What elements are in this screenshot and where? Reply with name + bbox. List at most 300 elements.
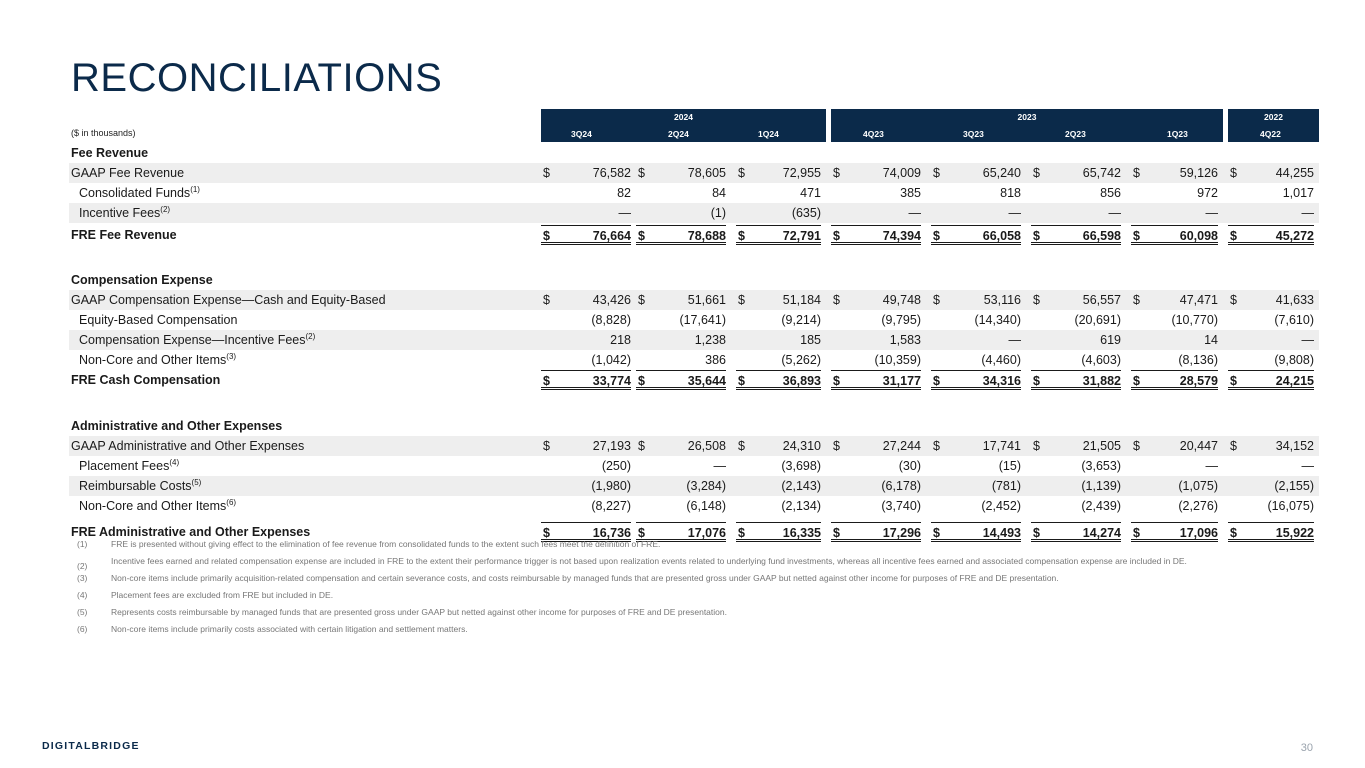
table-cell bbox=[541, 496, 631, 516]
cell-value: 43,426 bbox=[592, 293, 631, 307]
section-heading bbox=[69, 416, 1319, 436]
page-number: 30 bbox=[1300, 742, 1313, 754]
cell-value: 33,774 bbox=[592, 374, 631, 388]
currency-symbol: $ bbox=[933, 293, 940, 307]
currency-symbol: $ bbox=[1133, 293, 1140, 307]
table-cell bbox=[831, 370, 921, 390]
table-cell bbox=[541, 350, 631, 370]
row-label-text: Consolidated Funds bbox=[79, 186, 191, 200]
table-cell bbox=[1228, 225, 1314, 245]
cell-value: 65,742 bbox=[1082, 166, 1121, 180]
table-cell bbox=[1131, 183, 1218, 203]
cell-value: (8,136) bbox=[1178, 353, 1218, 367]
cell-value: (7,610) bbox=[1274, 313, 1314, 327]
cell-value: 28,579 bbox=[1179, 374, 1218, 388]
row-label-text: FRE Cash Compensation bbox=[71, 373, 221, 387]
table-row bbox=[69, 350, 1319, 370]
cell-value: (2,452) bbox=[981, 499, 1021, 513]
cell-value: — bbox=[1008, 206, 1021, 220]
cell-value: 56,557 bbox=[1082, 293, 1121, 307]
table-cell bbox=[1228, 476, 1314, 496]
year-header-2022: 2022 bbox=[1228, 109, 1319, 126]
row-label-text: GAAP Compensation Expense—Cash and Equity-Based bbox=[71, 293, 386, 307]
table-cell bbox=[931, 350, 1021, 370]
currency-symbol: $ bbox=[1133, 166, 1140, 180]
row-label bbox=[79, 496, 236, 516]
cell-value: (1,980) bbox=[591, 479, 631, 493]
table-cell bbox=[541, 310, 631, 330]
table-cell bbox=[1131, 203, 1218, 223]
section-heading-label: Administrative and Other Expenses bbox=[71, 419, 283, 433]
quarter-header-1Q24: 1Q24 bbox=[758, 129, 779, 139]
table-row bbox=[69, 225, 1319, 245]
cell-value: (20,691) bbox=[1074, 313, 1121, 327]
table-cell bbox=[636, 456, 726, 476]
table-cell bbox=[636, 290, 726, 310]
currency-symbol: $ bbox=[1230, 439, 1237, 453]
quarter-header-2024 bbox=[541, 126, 826, 142]
footnote-mark: (6) bbox=[77, 624, 88, 634]
cell-value: (2,276) bbox=[1178, 499, 1218, 513]
cell-value: (250) bbox=[601, 459, 631, 473]
currency-symbol: $ bbox=[1133, 229, 1140, 243]
row-label-text: GAAP Administrative and Other Expenses bbox=[71, 439, 305, 453]
cell-value: 76,582 bbox=[592, 166, 631, 180]
table-cell bbox=[636, 203, 726, 223]
cell-value: 385 bbox=[900, 186, 921, 200]
cell-value: (1,075) bbox=[1178, 479, 1218, 493]
table-cell bbox=[831, 436, 921, 456]
cell-value: 21,505 bbox=[1082, 439, 1121, 453]
quarter-header-2023 bbox=[831, 126, 1223, 142]
table-cell bbox=[1131, 370, 1218, 390]
currency-symbol: $ bbox=[543, 439, 550, 453]
table-cell bbox=[541, 225, 631, 245]
cell-value: 856 bbox=[1100, 186, 1121, 200]
table-cell bbox=[831, 183, 921, 203]
row-label bbox=[79, 330, 315, 350]
table-cell bbox=[541, 436, 631, 456]
quarter-header-3Q24: 3Q24 bbox=[571, 129, 592, 139]
cell-value: 41,633 bbox=[1275, 293, 1314, 307]
cell-value: (2,143) bbox=[781, 479, 821, 493]
table-cell bbox=[831, 456, 921, 476]
table-cell bbox=[931, 456, 1021, 476]
footnote-ref: (4) bbox=[169, 457, 180, 467]
table-cell bbox=[1031, 370, 1121, 390]
cell-value: 53,116 bbox=[983, 293, 1021, 307]
table-cell bbox=[1131, 496, 1218, 516]
currency-symbol: $ bbox=[1230, 526, 1237, 540]
table-cell bbox=[636, 436, 726, 456]
cell-value: 619 bbox=[1100, 333, 1121, 347]
cell-value: 1,583 bbox=[889, 333, 921, 347]
year-header-2023: 2023 bbox=[831, 109, 1223, 126]
table-cell bbox=[736, 476, 821, 496]
footnote-ref: (6) bbox=[226, 497, 237, 507]
table-cell bbox=[541, 370, 631, 390]
cell-value: 60,098 bbox=[1179, 229, 1218, 243]
table-row bbox=[69, 436, 1319, 456]
cell-value: 16,335 bbox=[782, 526, 821, 540]
cell-value: 47,471 bbox=[1179, 293, 1218, 307]
table-cell bbox=[931, 436, 1021, 456]
currency-symbol: $ bbox=[1230, 293, 1237, 307]
cell-value: (3,284) bbox=[686, 479, 726, 493]
cell-value: 65,240 bbox=[982, 166, 1021, 180]
section-heading bbox=[69, 270, 1319, 290]
table-cell bbox=[1131, 350, 1218, 370]
cell-value: (10,770) bbox=[1171, 313, 1218, 327]
table-cell bbox=[541, 456, 631, 476]
cell-value: — bbox=[1301, 333, 1314, 347]
table-cell bbox=[1228, 456, 1314, 476]
currency-symbol: $ bbox=[833, 229, 840, 243]
section-heading-label: Compensation Expense bbox=[71, 273, 213, 287]
table-row bbox=[69, 183, 1319, 203]
cell-value: 14,493 bbox=[982, 526, 1021, 540]
currency-symbol: $ bbox=[1133, 374, 1140, 388]
row-label bbox=[79, 310, 237, 330]
footnote bbox=[77, 539, 1307, 549]
table-cell bbox=[831, 476, 921, 496]
cell-value: (5,262) bbox=[781, 353, 821, 367]
currency-symbol: $ bbox=[638, 439, 645, 453]
table-cell bbox=[736, 370, 821, 390]
cell-value: (4,460) bbox=[981, 353, 1021, 367]
table-cell bbox=[1228, 350, 1314, 370]
footnote-text: Placement fees are excluded from FRE but included in DE. bbox=[111, 590, 334, 600]
cell-value: — bbox=[1205, 206, 1218, 220]
currency-symbol: $ bbox=[638, 526, 645, 540]
cell-value: 972 bbox=[1197, 186, 1218, 200]
cell-value: (635) bbox=[791, 206, 821, 220]
table-cell bbox=[1131, 476, 1218, 496]
footnote-mark: (5) bbox=[77, 607, 88, 617]
cell-value: (8,828) bbox=[591, 313, 631, 327]
cell-value: 24,310 bbox=[782, 439, 821, 453]
cell-value: (3,653) bbox=[1081, 459, 1121, 473]
footnote bbox=[77, 556, 1307, 571]
table-cell bbox=[1131, 436, 1218, 456]
currency-symbol: $ bbox=[1033, 374, 1040, 388]
footnote bbox=[77, 607, 1307, 617]
table-cell bbox=[636, 225, 726, 245]
currency-symbol: $ bbox=[738, 374, 745, 388]
quarter-header-3Q23: 3Q23 bbox=[963, 129, 984, 139]
table-cell bbox=[1031, 330, 1121, 350]
table-cell bbox=[1031, 183, 1121, 203]
cell-value: (6,178) bbox=[881, 479, 921, 493]
table-cell bbox=[736, 436, 821, 456]
footnote-mark: (4) bbox=[77, 590, 88, 600]
table-cell bbox=[541, 290, 631, 310]
cell-value: (9,808) bbox=[1274, 353, 1314, 367]
row-label-text: Compensation Expense—Incentive Fees bbox=[79, 333, 306, 347]
table-cell bbox=[736, 163, 821, 183]
table-cell bbox=[1031, 476, 1121, 496]
currency-symbol: $ bbox=[738, 293, 745, 307]
table-cell bbox=[1031, 310, 1121, 330]
cell-value: 16,736 bbox=[592, 526, 631, 540]
row-label bbox=[79, 183, 200, 203]
quarter-header-4Q23: 4Q23 bbox=[863, 129, 884, 139]
table-cell bbox=[736, 225, 821, 245]
table-cell bbox=[931, 496, 1021, 516]
currency-symbol: $ bbox=[933, 229, 940, 243]
cell-value: (1) bbox=[710, 206, 726, 220]
currency-symbol: $ bbox=[543, 293, 550, 307]
cell-value: 24,215 bbox=[1275, 374, 1314, 388]
cell-value: — bbox=[1301, 206, 1314, 220]
currency-symbol: $ bbox=[833, 166, 840, 180]
table-row bbox=[69, 330, 1319, 350]
table-cell bbox=[636, 330, 726, 350]
table-cell bbox=[1131, 163, 1218, 183]
currency-symbol: $ bbox=[638, 374, 645, 388]
table-cell bbox=[931, 163, 1021, 183]
footnote-ref: (2) bbox=[160, 204, 171, 214]
table-cell bbox=[736, 310, 821, 330]
row-label bbox=[71, 436, 304, 456]
cell-value: (4,603) bbox=[1081, 353, 1121, 367]
currency-symbol: $ bbox=[738, 229, 745, 243]
row-label-text: FRE Fee Revenue bbox=[71, 228, 177, 242]
cell-value: 1,017 bbox=[1282, 186, 1314, 200]
currency-symbol: $ bbox=[543, 374, 550, 388]
cell-value: (15) bbox=[998, 459, 1021, 473]
footnotes bbox=[77, 539, 1307, 641]
cell-value: 14,274 bbox=[1082, 526, 1121, 540]
table-cell bbox=[1031, 203, 1121, 223]
row-label bbox=[79, 476, 201, 496]
currency-symbol: $ bbox=[933, 526, 940, 540]
cell-value: 27,193 bbox=[592, 439, 631, 453]
currency-symbol: $ bbox=[1033, 526, 1040, 540]
table-cell bbox=[541, 203, 631, 223]
table-cell bbox=[931, 290, 1021, 310]
footnote-text: Non-core items include primarily acquisition-related compensation and certain severance costs, and costs reimbursable by managed funds that are presented gross under GAAP but netted against other income for purposes of FRE and DE presentation. bbox=[111, 573, 1059, 583]
table-cell bbox=[1131, 290, 1218, 310]
table-row bbox=[69, 290, 1319, 310]
table-cell bbox=[831, 290, 921, 310]
row-label bbox=[71, 225, 177, 245]
cell-value: 1,238 bbox=[694, 333, 726, 347]
table-cell bbox=[1228, 163, 1314, 183]
table-cell bbox=[736, 456, 821, 476]
cell-value: 31,882 bbox=[1082, 374, 1121, 388]
footnote-text: Non-core items include primarily costs associated with certain litigation and settlement matters. bbox=[111, 624, 468, 634]
table-cell bbox=[736, 330, 821, 350]
currency-symbol: $ bbox=[833, 439, 840, 453]
table-cell bbox=[1228, 330, 1314, 350]
section-heading-label: Fee Revenue bbox=[71, 146, 149, 160]
table-cell bbox=[736, 183, 821, 203]
cell-value: 27,244 bbox=[882, 439, 921, 453]
table-cell bbox=[1131, 310, 1218, 330]
table-cell bbox=[1228, 290, 1314, 310]
table-cell bbox=[931, 183, 1021, 203]
cell-value: (16,075) bbox=[1267, 499, 1314, 513]
table-cell bbox=[636, 183, 726, 203]
cell-value: 72,955 bbox=[782, 166, 821, 180]
footnote bbox=[77, 624, 1307, 634]
cell-value: (14,340) bbox=[974, 313, 1021, 327]
cell-value: — bbox=[1205, 459, 1218, 473]
currency-symbol: $ bbox=[1033, 229, 1040, 243]
footnote-text: Incentive fees earned and related compensation expense are included in FRE to the extent their performance trigger is not based upon realization events related to underlying fund investments, whereas all incentive fees earned and associated compensation expense are included in DE. bbox=[111, 556, 1187, 566]
cell-value: 471 bbox=[800, 186, 821, 200]
cell-value: 386 bbox=[705, 353, 726, 367]
table-cell bbox=[1131, 330, 1218, 350]
row-label-text: Non-Core and Other Items bbox=[79, 499, 227, 513]
cell-value: (9,795) bbox=[881, 313, 921, 327]
currency-symbol: $ bbox=[543, 526, 550, 540]
cell-value: 49,748 bbox=[882, 293, 921, 307]
row-label bbox=[71, 163, 184, 183]
table-cell bbox=[1031, 350, 1121, 370]
cell-value: — bbox=[1008, 333, 1021, 347]
currency-symbol: $ bbox=[543, 229, 550, 243]
cell-value: — bbox=[1301, 459, 1314, 473]
row-label-text: Equity-Based Compensation bbox=[79, 313, 238, 327]
cell-value: 34,316 bbox=[982, 374, 1021, 388]
table-row bbox=[69, 163, 1319, 183]
cell-value: 45,272 bbox=[1275, 229, 1314, 243]
footnote-mark: (3) bbox=[77, 573, 88, 583]
currency-symbol: $ bbox=[833, 293, 840, 307]
footnote bbox=[77, 590, 1307, 600]
cell-value: 818 bbox=[1000, 186, 1021, 200]
table-cell bbox=[931, 310, 1021, 330]
table-row bbox=[69, 456, 1319, 476]
cell-value: (1,139) bbox=[1081, 479, 1121, 493]
table-cell bbox=[736, 290, 821, 310]
row-label bbox=[79, 203, 170, 223]
table-row bbox=[69, 496, 1319, 516]
table-cell bbox=[831, 496, 921, 516]
table-cell bbox=[931, 203, 1021, 223]
table-cell bbox=[1228, 203, 1314, 223]
units-label: ($ in thousands) bbox=[71, 128, 136, 138]
currency-symbol: $ bbox=[1230, 374, 1237, 388]
table-row bbox=[69, 203, 1319, 223]
cell-value: (8,227) bbox=[591, 499, 631, 513]
quarter-header-1Q23: 1Q23 bbox=[1167, 129, 1188, 139]
cell-value: 20,447 bbox=[1179, 439, 1218, 453]
cell-value: (781) bbox=[991, 479, 1021, 493]
cell-value: (2,134) bbox=[781, 499, 821, 513]
table-cell bbox=[636, 163, 726, 183]
cell-value: 36,893 bbox=[782, 374, 821, 388]
cell-value: 82 bbox=[617, 186, 631, 200]
table-row bbox=[69, 370, 1319, 390]
table-cell bbox=[931, 370, 1021, 390]
table-cell bbox=[736, 203, 821, 223]
year-header-2024: 2024 bbox=[541, 109, 826, 126]
table-cell bbox=[831, 350, 921, 370]
currency-symbol: $ bbox=[638, 166, 645, 180]
footnote bbox=[77, 573, 1307, 583]
footnote-text: Represents costs reimbursable by managed funds that are presented gross under GAAP but netted against other income for purposes of FRE and DE presentation. bbox=[111, 607, 727, 617]
cell-value: 72,791 bbox=[782, 229, 821, 243]
cell-value: (2,155) bbox=[1274, 479, 1314, 493]
cell-value: 17,741 bbox=[982, 439, 1021, 453]
currency-symbol: $ bbox=[833, 526, 840, 540]
cell-value: 66,058 bbox=[982, 229, 1021, 243]
row-label bbox=[71, 290, 386, 310]
section-heading bbox=[69, 143, 1319, 163]
table-cell bbox=[931, 476, 1021, 496]
table-cell bbox=[831, 225, 921, 245]
table-cell bbox=[1031, 456, 1121, 476]
table-cell bbox=[931, 330, 1021, 350]
cell-value: (17,641) bbox=[679, 313, 726, 327]
table-cell bbox=[636, 476, 726, 496]
row-label-text: Placement Fees bbox=[79, 459, 170, 473]
cell-value: 31,177 bbox=[882, 374, 921, 388]
footnote-mark: (2) bbox=[77, 561, 88, 571]
table-cell bbox=[636, 370, 726, 390]
table-cell bbox=[831, 203, 921, 223]
row-label-text: GAAP Fee Revenue bbox=[71, 166, 185, 180]
currency-symbol: $ bbox=[543, 166, 550, 180]
cell-value: (3,740) bbox=[881, 499, 921, 513]
cell-value: (2,439) bbox=[1081, 499, 1121, 513]
currency-symbol: $ bbox=[738, 526, 745, 540]
digitalbridge-logo: DIGITALBRIDGE bbox=[42, 740, 140, 752]
currency-symbol: $ bbox=[1230, 229, 1237, 243]
table-cell bbox=[1228, 370, 1314, 390]
currency-symbol: $ bbox=[1033, 166, 1040, 180]
footnote-text: FRE is presented without giving effect to the elimination of fee revenue from consolidated funds to the extent such fees meet the definition of FRE. bbox=[111, 539, 661, 549]
cell-value: — bbox=[1108, 206, 1121, 220]
currency-symbol: $ bbox=[638, 293, 645, 307]
cell-value: 17,076 bbox=[687, 526, 726, 540]
cell-value: 76,664 bbox=[592, 229, 631, 243]
currency-symbol: $ bbox=[738, 166, 745, 180]
cell-value: (10,359) bbox=[874, 353, 921, 367]
currency-symbol: $ bbox=[1033, 293, 1040, 307]
currency-symbol: $ bbox=[1033, 439, 1040, 453]
cell-value: 51,184 bbox=[782, 293, 821, 307]
cell-value: 66,598 bbox=[1082, 229, 1121, 243]
table-cell bbox=[636, 350, 726, 370]
cell-value: 35,644 bbox=[687, 374, 726, 388]
table-cell bbox=[541, 476, 631, 496]
currency-symbol: $ bbox=[833, 374, 840, 388]
cell-value: 17,096 bbox=[1179, 526, 1218, 540]
table-cell bbox=[1031, 163, 1121, 183]
table-cell bbox=[541, 330, 631, 350]
footnote-mark: (1) bbox=[77, 539, 88, 549]
cell-value: (1,042) bbox=[591, 353, 631, 367]
quarter-header-2Q24: 2Q24 bbox=[668, 129, 689, 139]
row-label-text: Non-Core and Other Items bbox=[79, 353, 227, 367]
table-cell bbox=[1228, 496, 1314, 516]
cell-value: 59,126 bbox=[1179, 166, 1218, 180]
cell-value: 185 bbox=[800, 333, 821, 347]
table-cell bbox=[736, 350, 821, 370]
row-label-text: Incentive Fees bbox=[79, 206, 161, 220]
table-row bbox=[69, 310, 1319, 330]
table-cell bbox=[636, 310, 726, 330]
cell-value: 17,296 bbox=[882, 526, 921, 540]
cell-value: 218 bbox=[610, 333, 631, 347]
table-row bbox=[69, 476, 1319, 496]
cell-value: — bbox=[713, 459, 726, 473]
cell-value: 78,688 bbox=[687, 229, 726, 243]
